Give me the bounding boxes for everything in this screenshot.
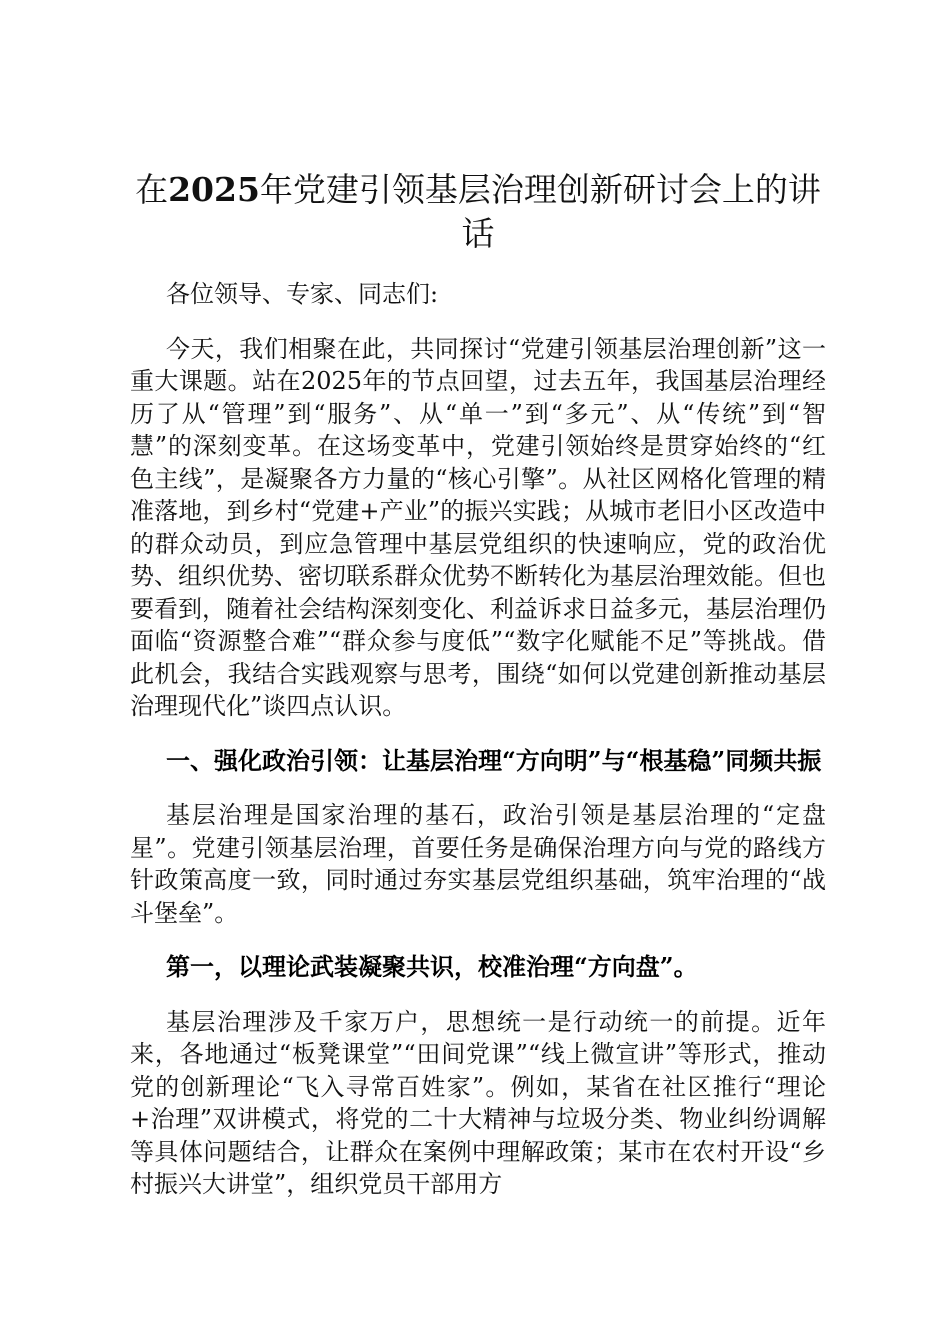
intro-paragraph: 今天，我们相聚在此，共同探讨“党建引领基层治理创新”这一重大课题。站在2025年的节点回望，过去五年，我国基层治理经历了从“管理”到“服务”、从“单一”到“多元”、从“传统”到“智慧”的深刻变革。在这场变革中，党建引领始终是贯穿始终的“红色主线”，是凝聚各方力量的“核心引擎”。从社区网格化管理的精准落地，到乡村“党建+产业”的振兴实践；从城市老旧小区改造中的群众动员，到应急管理中基层党组织的快速响应，党的政治优势、组织优势、密切联系群众优势不断转化为基层治理效能。但也要看到，随着社会结构深刻变化、利益诉求日益多元，基层治理仍面临“资源整合难”“群众参与度低”“数字化赋能不足”等挑战。借此机会，我结合实践观察与思考，围绕“如何以党建创新推动基层治理现代化”谈四点认识。 [130, 334, 826, 720]
document-title [130, 168, 826, 256]
subsection-1-paragraph: 基层治理涉及千家万户，思想统一是行动统一的前提。近年来，各地通过“板凳课堂”“田间党课”“线上微宣讲”等形式，推动党的创新理论“飞入寻常百姓家”。例如，某省在社区推行“理论+治理”双讲模式，将党的二十大精神与垃圾分类、物业纠纷调解等具体问题结合，让群众在案例中理解政策；某市在农村开设“乡村振兴大讲堂”，组织党员干部用方 [130, 1007, 826, 1198]
title-prefix: 在 [135, 170, 169, 209]
section-heading-1: 一、强化政治引领：让基层治理“方向明”与“根基稳”同频共振 [166, 745, 822, 775]
title-year: 2025 [168, 170, 260, 209]
greeting: 各位领导、专家、同志们: [166, 280, 439, 308]
document-page [130, 168, 826, 1223]
title-rest: 年党建引领基层治理创新研讨会上的讲话 [259, 170, 821, 253]
subsection-heading-1: 第一，以理论武装凝聚共识，校准治理“方向盘”。 [166, 952, 698, 981]
section-1-paragraph: 基层治理是国家治理的基石，政治引领是基层治理的“定盘星”。党建引领基层治理，首要任务是确保治理方向与党的路线方针政策高度一致，同时通过夯实基层党组织基础，筑牢治理的“战斗堡垒”。 [130, 801, 826, 927]
